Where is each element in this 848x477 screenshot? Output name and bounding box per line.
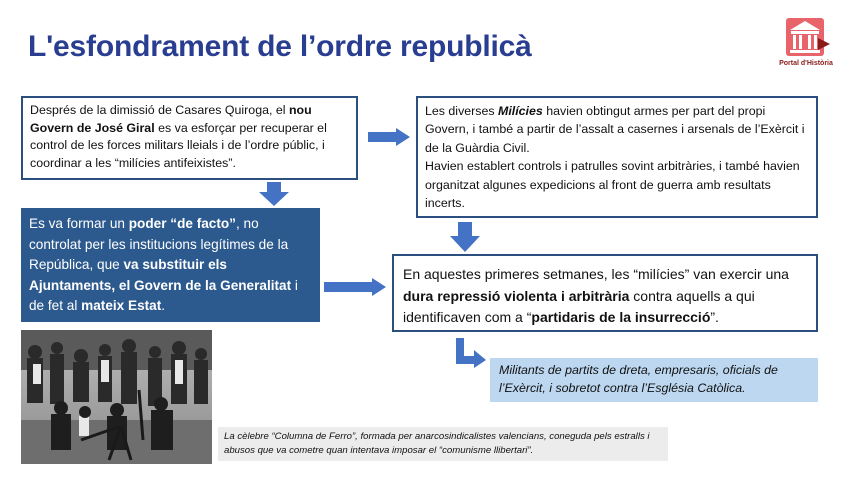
box2-text-bold: Milícies: [498, 104, 543, 118]
box4-text-3: ”.: [710, 309, 719, 326]
box3-text-2: , no controlat per les institucions legítimes de la República, que: [29, 216, 289, 273]
box-militias: [416, 96, 818, 218]
logo-label: Portal d'Història: [779, 60, 833, 67]
box3-text-3: i de fet al: [29, 277, 298, 314]
temple-icon: [778, 14, 834, 60]
historical-photo-columna-de-ferro: [21, 330, 212, 464]
box1-text-bold: nou Govern de José Giral: [30, 103, 312, 135]
box2-text-1: Les diverses: [425, 104, 499, 118]
box3-text-bold-1: poder “de facto”: [128, 216, 236, 231]
box4-text-1: En aquestes primeres setmanes, les “milícies” van exercir una: [403, 266, 789, 282]
box1-text-1: Després de la dimissió de Casares Quiroga, el: [30, 103, 289, 117]
box-victims: Militants de partits de dreta, empresaris, oficials de l’Exèrcit, i sobretot contra l’Església Catòlica.: [490, 358, 818, 402]
portal-historia-logo: [778, 14, 834, 70]
arrow-right-icon: [368, 128, 410, 146]
box-repression: [392, 254, 818, 332]
box4-text-2: contra aquells a qui identificaven com a “: [403, 287, 755, 326]
slide-title: L'esfondrament de l’ordre republicà: [28, 30, 532, 63]
box3-text-bold-3: mateix Estat: [81, 298, 162, 314]
box3-text-bold-2: va substituir els Ajuntaments, el Govern de la Generalitat: [29, 257, 292, 293]
box1-text-2: es va esforçar per recuperar el control de les forces militars lleials i de l’ordre públic, i coordinar a les “milícies antifeixistes”.: [30, 120, 327, 170]
photo-caption: La cèlebre “Columna de Ferro”, formada per anarcosindicalistes valencians, coneguda pels estralls i abusos que va cometre quan intentava imposar el “comunisme llibertari”.: [218, 427, 668, 461]
box-de-facto-power: [21, 208, 320, 322]
box2-text-2: havien obtingut armes per part del propi Govern, i també a partir de l’assalt a casernes i arsenals de l’Exèrcit i de la Guàrdia Civil.: [425, 104, 805, 155]
box-giral-government: [21, 96, 358, 180]
box4-text-bold-1: dura repressió violenta i arbitrària: [403, 287, 630, 304]
box2-text-3: Havien establert controls i patrulles sovint arbitràries, i també havien organitzat algunes expedicions al front de guerra amb resultats incerts.: [425, 159, 800, 211]
box3-text-4: .: [161, 298, 166, 314]
arrow-bend-right-icon: [454, 338, 486, 368]
box4-text-bold-2: partidaris de la insurrecció: [531, 309, 711, 326]
box3-text-1: Es va formar un: [29, 216, 129, 231]
arrow-right-icon: [324, 278, 386, 296]
arrow-down-icon: [259, 182, 289, 206]
arrow-down-icon: [450, 222, 480, 252]
